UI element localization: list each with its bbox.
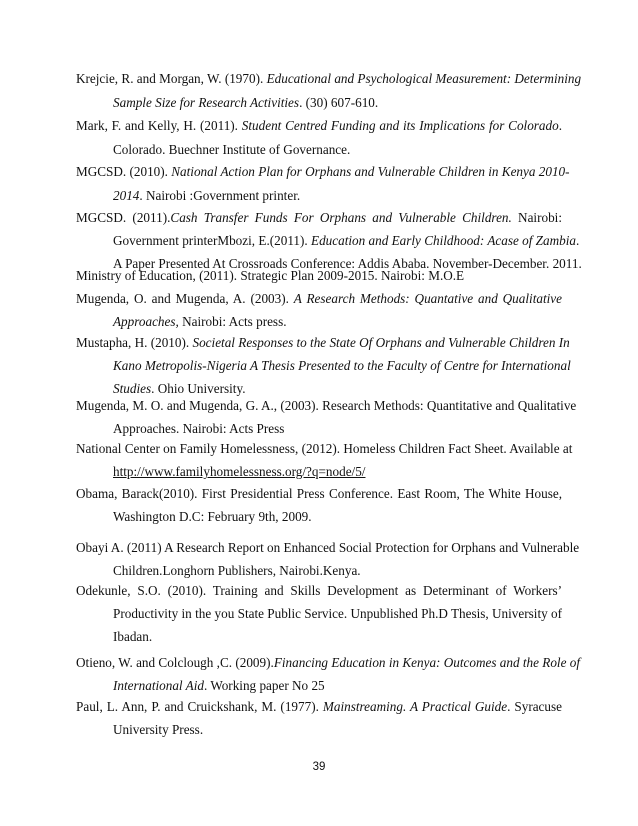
- reference-line: Mark, F. and Kelly, H. (2011). Student Centred Funding and its Implications for Colorado.: [76, 118, 563, 133]
- reference-line: Children.Longhorn Publishers, Nairobi.Kenya.: [113, 563, 361, 578]
- reference-line: Washington D.C: February 9th, 2009.: [113, 509, 312, 524]
- reference-line: Colorado. Buechner Institute of Governance.: [113, 142, 351, 157]
- reference-line: International Aid. Working paper No 25: [113, 678, 325, 693]
- reference-line: Ibadan.: [113, 629, 153, 644]
- reference-line: Krejcie, R. and Morgan, W. (1970). Educational and Psychological Measurement: Determining: [76, 71, 582, 86]
- reference-line: [113, 463, 562, 481]
- reference-line: Mugenda, O. and Mugenda, A. (2003). A Research Methods: Quantative and Qualitative: [76, 291, 562, 306]
- reference-line: Obayi A. (2011) A Research Report on Enhanced Social Protection for Orphans and Vulnerable: [76, 540, 580, 555]
- reference-line: Obama, Barack(2010). First Presidential Press Conference. East Room, The White House,: [76, 486, 562, 501]
- reference-line: Productivity in the you State Public Service. Unpublished Ph.D Thesis, University of: [113, 606, 562, 621]
- reference-line: 2014. Nairobi :Government printer.: [113, 188, 301, 203]
- reference-line: Mustapha, H. (2010). Societal Responses to the State Of Orphans and Vulnerable Children In: [76, 335, 570, 350]
- reference-line: Sample Size for Research Activities. (30) 607-610.: [113, 95, 379, 110]
- reference-line: Government printerMbozi, E.(2011). Education and Early Childhood: Acase of Zambia.: [113, 233, 580, 248]
- reference-line: A Paper Presented At Crossroads Conference: Addis Ababa. November-December. 2011.: [113, 256, 582, 271]
- reference-line: Studies. Ohio University.: [113, 381, 246, 396]
- reference-line: MGCSD. (2010). National Action Plan for Orphans and Vulnerable Children in Kenya 2010-: [76, 164, 570, 179]
- reference-line: MGCSD. (2011).Cash Transfer Funds For Orphans and Vulnerable Children. Nairobi:: [76, 210, 563, 225]
- reference-line: Otieno, W. and Colclough ,C. (2009).Financing Education in Kenya: Outcomes and the Role of: [76, 655, 580, 670]
- reference-line: Paul, L. Ann, P. and Cruickshank, M. (1977). Mainstreaming. A Practical Guide. Syracuse: [76, 699, 562, 714]
- reference-line: University Press.: [113, 722, 204, 737]
- page-number: 39: [312, 761, 326, 773]
- reference-line: Approaches, Nairobi: Acts press.: [113, 314, 287, 329]
- reference-line: Mugenda, M. O. and Mugenda, G. A., (2003). Research Methods: Quantitative and Qualitative: [76, 398, 577, 413]
- reference-line: Odekunle, S.O. (2010). Training and Skills Development as Determinant of Workers’: [76, 583, 562, 598]
- reference-line: Ministry of Education, (2011). Strategic Plan 2009-2015. Nairobi: M.O.E: [76, 268, 465, 283]
- reference-line: Kano Metropolis-Nigeria A Thesis Presented to the Faculty of Centre for International: [113, 358, 571, 373]
- reference-url-link[interactable]: http://www.familyhomelessness.org/?q=node/5/: [113, 464, 366, 479]
- reference-line: Approaches. Nairobi: Acts Press: [113, 421, 285, 436]
- reference-line: National Center on Family Homelessness, (2012). Homeless Children Fact Sheet. Available at: [76, 441, 573, 456]
